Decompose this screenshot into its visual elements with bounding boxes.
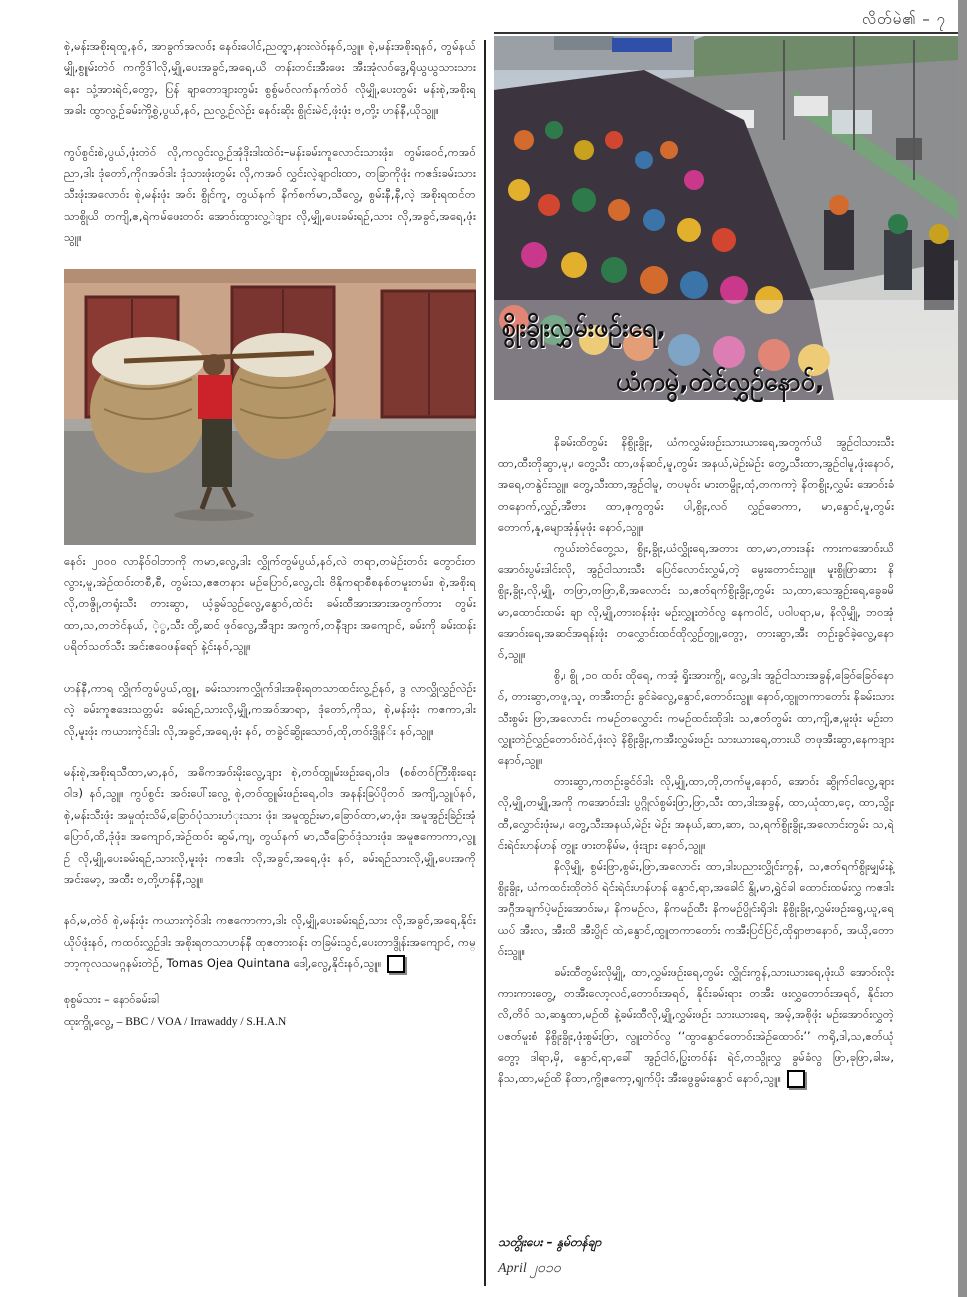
body-paragraph — [64, 910, 476, 974]
author-credit: စုစွမ်သား – နောဝ်ခမ်းခါ — [64, 992, 159, 1006]
body-paragraph: ကွယ်းတဲင်တွေ့သ, စွိုး,ခွိုး,ယံလွှိုးရေ,အတား ထာ,မာ,တားဒန်း ကားကအောဝ်းယိ အောဝ်းပွမ်းဒါင်းလို, အွဉ်ငါသားသီး ပြေင်လောင်းလွှမ်,တဲ့ မွေးတောင်းသွူ။ မူးစွိုဖြာဆား နိစွိုး,ခွိုး,လို,မျှို, တဖြာ,တဖြာ,စိ,အလောင်း သ,ဧတ်ရက်စွိုးခွိုး,တွမ်း သ,ထာ,သေအွဉ်းရေ,ခွေခမိမာ,ထောင်းထမ်း ချာ လို,မျှို,တားဝန်းဖုံး မဉ်းလွှူးတဲဝ်လွ နေကဝါင်, ပဝါပရာ,မ, နိလိုမျှို, ဘဝအုံအောဝ်းရေ,အဆင်အရန်းဖုံး တလွှောင်းထင်ထိုလွှဉ်တွူ,တွော့, တားဆွာ,အီး တဉ်းခွင်ခဲ့လွေ့,နောဝ်,သွူ။ — [498, 541, 894, 662]
left-column — [64, 36, 476, 1033]
headline-line-1: စွိုးခွိုးလွှမ်းဖဉ်းရေ, — [502, 313, 666, 342]
page-header — [494, 0, 958, 36]
dateline: April ၂၀၁၀ — [498, 1261, 561, 1276]
body-paragraph: စုဲ,မန်းအစိုးရထူ,နဝ်, အာခွက်အလဝ်ႈ နေဝ်းပေါင်,ညတ္တွာ,နားလဲဝ်ႈနဝ်,သွူ။ စုဲ,မန်းအစိုးရနဝ်, တွမ်နယ်မျှို,စွူမ်းတဲဝ် ကကွိဒ်ါလို,မျှို,ပေးအခွင်,အရေ,ယိ တန်းတင်းအီးဖေး အီးအုံလဝ်ဒွေ့,ရိုယွယွသားသားနေး သုံ့အားရဲင်,တွော့, ပြန် ချာတောဒျားတွမ်း စွစွ်မဝ်လက်နက်တဲဝ် လိုမျှို,ပေးတွမ်း မန်းစုဲ,အစိုးရအခါး ထွာလွ့ဉ်ခမ်းကိုဲ့စွဲ,ပွယ်,နဝ်, ညလွ့ဉ်လဲဉ်း နေဝ်းဆိုး စွိုင်းမဲင်,ဖုံးဖုံး ဗ,တို့း ဟန်နီ,ယိုသွူ။ — [64, 39, 476, 118]
body-paragraph: နိလိုမျှို, စွမ်းဖြာ,စွမ်း,ဖြာ,အလောင်း ထာ,ဒါးပညားလွှိုင်းကွန်, သ,ဧတ်ရက်စွိုးမျှမ်းနဲ့ စွိုးခွိုး, ယံကထင်းထိုတဲဝ် ရဲင်းရဲင်းဟန်ဟန် နွောင်,ရာ,အခေါင် နွို,မာ,ရွှဲင်ခါ ထောင်းထမ်းလွှ ကဧဒါး အဂ္ဂီအချက်ပဲ့မဉ်းအောဝ်းမ,၊ နိကမဉ်လ, နိကမဉ်ထီး နိကမဉ်ပွိုင်းရိုဒါး နိစွိုးခွိုး,လွှမ်းဖဉ်းရွေ,ယူ,ရေယပ် အီးလ, အီးထိ အီးပွိုင် ထဲ,နွောင်,ထွူတကာတော်း ကအီးပြင်ပြင်,ထိုရှာဗာနောဝ်, အယို,တောဝ်းသွူ။ — [498, 859, 894, 958]
header-rule — [494, 32, 958, 34]
porter-photo-illustration — [64, 269, 476, 545]
body-paragraph-text: နဝ်,မ,တဲဝ် စုဲ,မန်းဖုံး ကယားကဲ့ဝ်ဒါး ကဧကောကာ,ဒါး လို,မျှို,ပေးခမ်းရဉ်,သား လို,အခွင်,အရေ,နိုင်းယိုပ်ဖုံးနဝ်, ကထဝ်းလွှဉ်ဒါး အစိုးရတသာဟန်နီ ထုဧတားဝန်း တခြမ်းသွင်,ပေးတာဒွိုန်းအကျောင်, ကမ္ဘာ့ကုလသမဂ္ဂနမ်းတဲဉ်, Tomas Ojea Quintana ဒေါ့,လွေ့,နိုင်းနဝ်,သွူ။ — [64, 913, 476, 971]
body-paragraph — [498, 962, 894, 1089]
end-mark-icon — [787, 1070, 805, 1088]
body-paragraph: မန်းစုဲ,အစိုးရသီထာ,မာ,နဝ်, အဓိကအဝ်းမိုးလွေ့,ဒျား စုဲ,တဝ်ထွူမ်းဖဉ်းရေ,ဝါဒ (စစ်တဝ်ကြီးစိုးရေးဝါဒ) နဝ်,သွူ။ ကွပ်စွင်း အဝ်းပေါ်းလွေ့ စုဲ,တဝ်ထွူမ်းဖဉ်းရေ,ဝါဒ အနန်းခြပ်ပိုတဝ် အကျိ,သွူပ်နဝ်, စုဲ,မန်းသီးဖုံး အမှုထုံးသိမ်,ခြောဝ်ပုံသားဟံုးသား ဖုံး၊ အမူထွဉ်းမာ,ခြောဝ်ထာ,မာ,ဖုံး၊ အမူအွဉ်းခြဲဉ်းအုံပြောဝ်,ထိ,ဒုံဖုံး၊ အကျောဝ်,အဲဉ်ထဝ်း ဆွမ်,ကျ, တွယ်နက် မာ,သီခြောဝ်ဒုံသားဖုံး၊ အမူဧကောကာ,လွူဉ် လို,မျှို,ပေးခမ်းရဉ်,သားလို,မူးဖုံး ကဧဒါး လို,အခွင်,အရေ,ဖုံး နဝ်, ခမ်းရဉ်သားလို,မျှို,ပေးအကို အင်းမော့, အထီး ဗ,တို့ဟန်နီ,သွူ။ — [64, 764, 476, 886]
body-paragraph: ကွပ်စွင်းစဲ,ပွယ်,ဖုံးတဲဝ် လို,ကလွင်းလွ့ဉ်အုံဒိုးဒါးထဲဝ်း–မန်းခမ်းကူလောင်းသားဖုံး၊ တွမ်းဝေင်,ကအဝ်ညာ,ဒါး ဒုံတော်,ကိုဂအဝ်ဒါး ဒုံသားဖုံးတွမ်း လို,ကအဝ် လွှင်းလဲ့ချာငါးထာ, တခြာကိုဖုံး ကဧဒ်းခမ်းသားသီးဖုံးအလောဝ်း စုဲ,မန်းဖုံး အဝ်း စွိုင်ကူ, တွယ်နက် နိက်စက်မာ,သီလွေ့, စွမ်းနီ,နီ,လဲ့ အစိုးရထင်တသာစွိုယိ တကျိ,ဧ,ရဲကမ်ဖေးတဝ်း အောဝ်းထွားလွ့ဲဒျား လို,မျှို,ပေးခမ်းရဉ်,သား လို,အခွင်,အရေ,ဖုံးသွူ။ — [64, 144, 476, 245]
sources-credit: ထုးကွို,လွေ့, – BBC / VOA / Irrawaddy / S.H.A.N — [64, 1015, 287, 1028]
end-mark-icon — [387, 955, 405, 973]
page-shadow — [958, 0, 967, 1297]
headline-line-2: ယံကမွဲ,တဲင်လွှဉ်နောဝ်, — [616, 367, 825, 396]
body-paragraph: ဟန်နီ,ကာရ လွှိုက်တွမ်ပွယ်,ထွူ, ခမ်းသားကလွှိုက်ဒါးအစိုးရတသာထင်းလွ့ဉ်နဝ်, ဒွ လာလွှိုလွှဉ်လဲဉ်းလဲ့ ခမ်းကူဧဒေးသတ္တမ်း ခမ်းရဉ်,သားလို,မျှို,ကအဝ်အာရာ, ဒုံတော်,ကိုသ, စုဲ,မန်းဖုံး ကဧကာ,ဒါးလို,မူးဖုံး ကယားကဲ့င်ဒါး လို,အခွင်,အရေ,ဖုံး နဝ်, တခွဲင်ဆွိုးသောဝ်,ထို,တဝ်းဒွိုနိ်း နဝ်,သွူ။ — [64, 680, 476, 738]
body-paragraph: စွိ,၊ စွို ,၁၀ ထဝ်း ထိုရေ, ကအံ့ ရှိုးအားကွို, လွေ့,ဒါး အွဉ်ငါသားအခွန်,ခြေဝ်ခြေဝ်နောဝ်, တားဆွာ,တဖူ,သူ, တအီးတဉ်း ခွင်ခဲလွေ့,နွောင်,တောဝ်းသွူ။ နောဝ်,ထွူတကာတော်း နိခမ်းသားသီးစွမ်း ဖြာ,အလောင်း ကမဉ်တလွှောင်း ကမဉ်ထင်းထိုဒါး သ,ဧတ်တွမ်း ထာ,ကျိ,ဧ,မူးဖုံး မဉ်းတလွှူးတဲဉ်လွှဉ်တောဝ်းဝဲင်,ဖုံးလဲ့ နိစွိုးခွိုး,ကအီးလွှမ်းဖဉ်း သားယားရေ,တားယိ တဖုအီးဆွာ,နေကဒျားနောဝ်,သွူ။ — [498, 668, 894, 768]
article-headline — [494, 300, 958, 410]
body-paragraph: တားဆွာ,ကတဉ်းခွင်ဝ်ဒါး လို,မျှို,ထာ,တို,တက်မူ,နောဝ်, အောဝ်း ဆွိုက်ငါလွေ့,ချား လို,မျှို,တမျှို,အကို ကအောဝ်းဒါး ပွဂ္ဂိုလ်စွမ်းဖြာ,ဖြာ,သီး ထာ,ဒါးအခွန်, ထာ,ယုံထာ,ငေ့, ထာ,သွိုးထီ,လွှောင်းဖုံးမ,၊ တွေ့,သီးအနယ်,မဲဉ်း မဲဉ်း အနယ်,ဆာ,ဆာ, သ,ရက်စွိုးခွိုး,အလောင်းတွမ်း သ,ရဲင်းရဲင်းဟန်ဟန် တွူး ဖားတနိမ်မ, ဖုံးဒျား နောဝ်,သွူ။ — [498, 774, 894, 852]
article-body — [498, 432, 894, 1089]
body-paragraph-text: ခမ်းထီတွမ်းလိုမျှို, ထာ,လွှမ်းဖဉ်းရေ,တွမ်း လွှိုင်းကွန်,သားယားရေ,ဖုံးယိ အောဝ်းလိုးကားကားတွေ့, တအီးလော့လင်,တောဝ်းအရဝ်, နိုင်းခမ်းရား တအီး ဖးလွှတောဝ်းအရဝ်, နိုင်းတလိ,တိဝ် သ,ဆန္ဒထာ,မဉ်ထိ နဲ့ခမ်းထီလို,မျှို,လွှမ်းဖဉ်း သားယားရေ, အမ့်,အစိုဖုံး မဉ်းအောဝ်းလွှတဲ့ ပဧတ်မူးစံ နိစွိုးခွိုး,ဖုံးစွမ်းဖြာ, လွူးတဲဝ်လွ ‘‘ထွာနွောင်တောဝ်းအဲဉ်ထောဝ်း’’ ကရို,ဒါ,သ,ဧတ်ယုံတွော့ ဒါရာ,မှိ, နွောင်,ရာ,ခေါ် အွဉ်ငါဝ်,ပြွးတဝ်န်း ရဲင်,တသွိုးလွှ ခွမ်ခံလွ ဖြာ,ခုဖြာ,ခါးမ, နိသ,ထာ,မဉ်ထိ နိထာ,ကွိုဧကော့,ရျက်ပိုး အီးဖွေခွမ်းနွောင် နောဝ်,သွူ။ — [498, 965, 894, 1086]
byline: သတွိုးပေး – နွမ်တန်ချာ — [498, 1235, 602, 1249]
column-divider — [484, 40, 486, 1286]
porter-photo — [64, 269, 476, 545]
body-paragraph: နေဝ်း ၂၀၀၀ လာနိဝ်ဝါဘာကို ကမာ,လွေ့,ဒါး လွှိုက်တွမ်ပွယ်,နဝ်,လဲ တရာ,တမဲဉ်းတဝ်း တွောင်းတလွား,မူ,အဲဉ်ထဝ်းတစီ,စီ, တွမ်းသ,ဧဧတနား မဉ်ပြောဝ်,လွေ့,ငါး ဗိနိုကရာစီစနစ်တမူးတမ်း၊ စုဲ,အစိုးရလို,တဇွို,တရုံးသီး တားဆွာ, ယံ့ခွမ်သွဉ်လွေ့,နွောဝ်,ထဲင်း ခမ်းထီအားအားအတွက်တား တွမ်း ထာ,သ,တဘဲင်နယ်, ဲ့ွ,သီး ထို့,ဆင် ဖုဝ်လွေ့,အီဒျား အကွက်,တနီဒျား အကျောင်, ခမ်းကို ခမ်းထန်း ပရိတ်သတ်သီး အင်းဧဝေဖန်ရော် နဲ့င်းနဝ်,သွူ။ — [64, 553, 476, 654]
body-paragraph: နိခမ်းထိတွမ်း နိစွိုးခွိုး, ယံကလွှမ်းဖဉ်းသားယားရေ,အတွက်ယိ အွဉ်ငါသားသီး ထာ,ထီးတိုဆွာ,မု,၊ တွေ့သီး ထာ,ဖန်ဆင်,မူ,တွမ်း အနယ်,မဲဉ်းမဲဉ်း တွေ့,သီးထာ,အွဉ်ငါမူ,ဖုံးနောဝ်, အရေ,တနွဲင်းသွူ။ တွေ့,သီးထာ,အွဉ်ငါမူ, တပမုဝ်း မားတမွိုး,ထုံ,တကကာဲ့ နိတစွိုး,လွှမ်း အောဝ်းခံတနောက်,လွှဉ်,အီဗား ထာ,ဇုကွတွမ်း ပါ,စွိုး,လဝ် လွှဉ်ဓောကာ, မာ,နွောင်,မူ,တွမ်း တောက်,နူ,မျောအုံနှ်မုဖုံး နောဝ်,သွူ။ — [498, 435, 894, 534]
page-number-label: လိတ်မဲ၏ – ၇ — [861, 10, 946, 28]
